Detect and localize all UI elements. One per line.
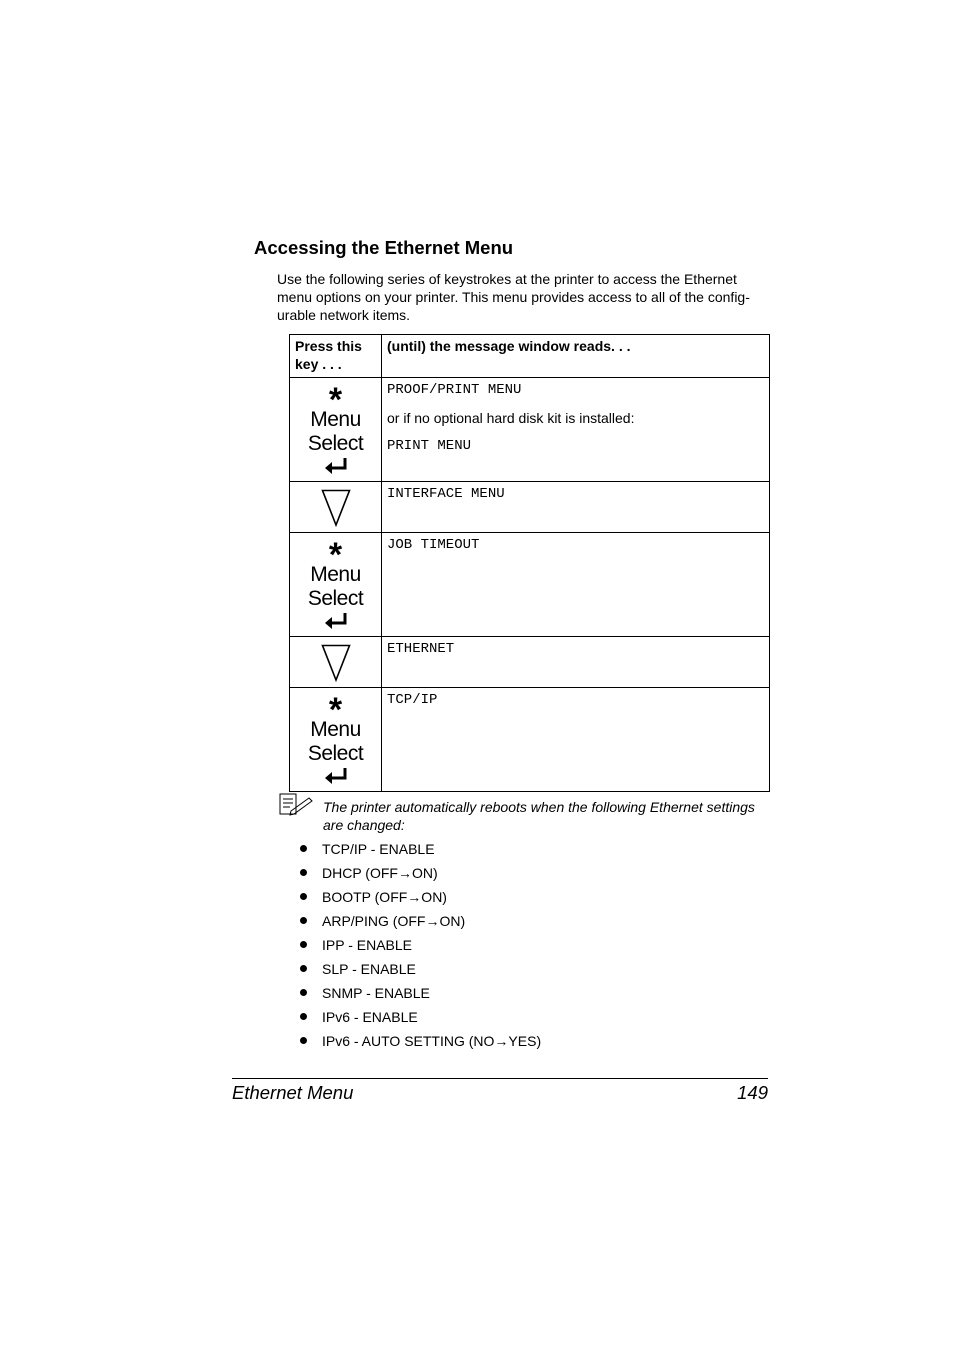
intro-paragraph: Use the following series of keystrokes at the printer to access the Ethernet menu options on your printer. This menu provides access to all of the config-urable network items. <box>277 271 750 323</box>
list-item: ARP/PING (OFF→ON) <box>300 910 541 934</box>
star-icon: * <box>328 691 343 729</box>
list-item: DHCP (OFF→ON) <box>300 862 541 886</box>
message-text: ETHERNET <box>387 641 455 657</box>
list-item: SLP - ENABLE <box>300 958 541 982</box>
list-item: IPP - ENABLE <box>300 934 541 958</box>
message-text: JOB TIMEOUT <box>387 537 480 553</box>
footer-title: Ethernet Menu <box>232 1082 354 1103</box>
star-icon: * <box>328 381 343 419</box>
message-cell <box>382 688 770 792</box>
menu-key-label: Menu <box>310 718 361 741</box>
menu-key-label: Menu <box>310 563 361 586</box>
table-row <box>290 533 770 637</box>
list-item: SNMP - ENABLE <box>300 982 541 1006</box>
key-cell <box>290 533 382 637</box>
message-text: TCP/IP <box>387 692 438 708</box>
message-text: INTERFACE MENU <box>387 486 505 502</box>
message-note: or if no optional hard disk kit is installed: <box>387 410 635 426</box>
down-triangle-icon <box>321 644 351 687</box>
message-text: PROOF/PRINT MENU <box>387 382 522 398</box>
select-key-label: Select <box>307 432 364 455</box>
note-text: The printer automatically reboots when the following Ethernet settings are changed: <box>323 799 755 833</box>
list-item: IPv6 - ENABLE <box>300 1006 541 1030</box>
key-cell <box>290 688 382 792</box>
down-triangle-icon <box>321 489 351 532</box>
select-key-label: Select <box>307 587 364 610</box>
key-cell <box>290 637 382 688</box>
header-message: (until) the message window reads. . . <box>382 335 770 378</box>
table-row <box>290 688 770 792</box>
note-pencil-icon <box>279 792 313 821</box>
list-item: TCP/IP - ENABLE <box>300 838 541 862</box>
list-item: IPv6 - AUTO SETTING (NO→YES) <box>300 1030 541 1054</box>
enter-arrow-icon <box>301 456 371 478</box>
table-row <box>290 378 770 482</box>
list-item: BOOTP (OFF→ON) <box>300 886 541 910</box>
header-key: Press this key . . . <box>290 335 382 378</box>
enter-arrow-icon <box>301 611 371 633</box>
footer-divider <box>232 1078 768 1079</box>
menu-key-label: Menu <box>310 408 361 431</box>
key-cell <box>290 378 382 482</box>
settings-list <box>300 838 541 1054</box>
message-cell <box>382 533 770 637</box>
menu-select-key-icon <box>301 691 371 788</box>
message-cell <box>382 637 770 688</box>
menu-select-key-icon <box>301 536 371 633</box>
table-header-row <box>290 335 770 378</box>
message-cell <box>382 378 770 482</box>
page-number: 149 <box>737 1082 768 1103</box>
enter-arrow-icon <box>301 766 371 788</box>
table-row <box>290 482 770 533</box>
message-cell <box>382 482 770 533</box>
keystroke-table <box>289 334 770 792</box>
select-key-label: Select <box>307 742 364 765</box>
section-heading: Accessing the Ethernet Menu <box>254 237 514 258</box>
message-text: PRINT MENU <box>387 438 472 454</box>
menu-select-key-icon <box>301 381 371 478</box>
key-cell <box>290 482 382 533</box>
table-row <box>290 637 770 688</box>
star-icon: * <box>328 536 343 574</box>
